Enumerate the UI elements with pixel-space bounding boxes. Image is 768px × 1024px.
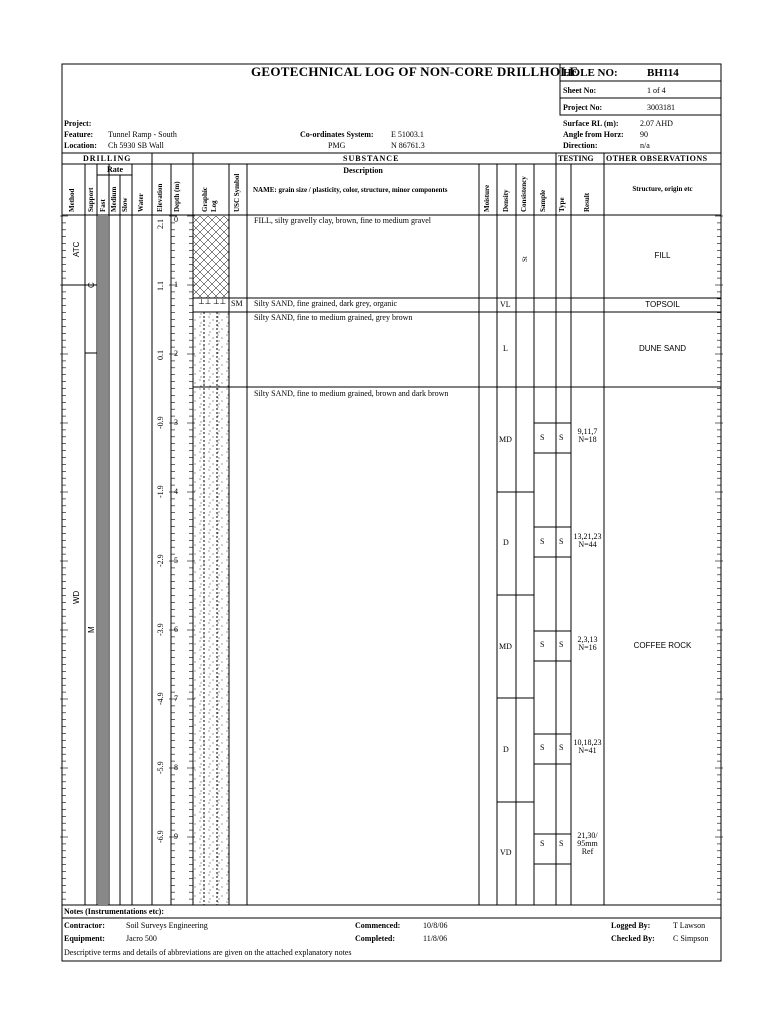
test-3-n: N=16 <box>578 643 597 652</box>
col-usc: USC Symbol <box>233 173 241 212</box>
test-5-ref: Ref <box>581 847 594 856</box>
density-md-2: MD <box>499 642 512 651</box>
col-log: Log <box>210 200 218 212</box>
col-slow: Slow <box>121 197 129 212</box>
test-4-type: S <box>559 743 564 752</box>
equipment-label: Equipment: <box>64 934 105 943</box>
density-d-2: D <box>503 745 509 754</box>
depth-label: 5 <box>174 556 178 565</box>
density-md-1: MD <box>499 435 512 444</box>
elevation-label: 2.1 <box>156 219 165 229</box>
depth-label: 6 <box>174 625 178 634</box>
obs-coffee-rock: COFFEE ROCK <box>633 641 692 650</box>
commenced-label: Commenced: <box>355 921 401 930</box>
col-consistency: Consistency <box>520 176 528 212</box>
topsoil-symbol: ⊥⊥ ⊥⊥ <box>198 298 227 306</box>
surface-rl-label: Surface RL (m): <box>563 119 619 128</box>
test-5-sample: S <box>540 839 545 848</box>
project-label: Project: <box>64 119 92 128</box>
test-1-type: S <box>559 433 564 442</box>
col-sample: Sample <box>539 189 547 212</box>
elevation-label: -5.9 <box>156 761 165 774</box>
contractor-label: Contractor: <box>64 921 105 930</box>
logged-value: T Lawson <box>673 921 706 930</box>
feature-value: Tunnel Ramp - South <box>108 130 177 139</box>
test-4-n: N=41 <box>578 746 597 755</box>
elevation-label: -1.9 <box>156 485 165 498</box>
elevation-label: 1.1 <box>156 281 165 291</box>
col-graphic: Graphic <box>201 187 209 212</box>
col-elevation: Elevation <box>156 183 164 212</box>
test-4-sample: S <box>540 743 545 752</box>
checked-value: C Simpson <box>673 934 709 943</box>
consistency-st: St <box>521 256 529 262</box>
hole-no-label: HOLE NO: <box>563 67 618 79</box>
location-value: Ch 5930 SB Wall <box>108 141 164 150</box>
support-m: M <box>87 626 96 633</box>
col-method: Method <box>68 188 76 212</box>
depth-label: 9 <box>174 832 178 841</box>
col-fast: Fast <box>99 199 107 212</box>
direction-label: Direction: <box>563 141 598 150</box>
depth-label: 3 <box>174 418 178 427</box>
obs-topsoil: TOPSOIL <box>645 300 680 309</box>
elevation-label: -2.9 <box>156 554 165 567</box>
test-5-mm: 95mm <box>577 839 598 848</box>
project-no: 3003181 <box>647 103 675 112</box>
density-vd: VD <box>500 848 512 857</box>
substance-heading: SUBSTANCE <box>343 154 400 163</box>
depth-label: 8 <box>174 763 178 772</box>
layer-2-desc: Silty SAND, fine grained, dark grey, organic <box>254 299 398 308</box>
col-rate: Rate <box>107 165 123 174</box>
drilling-heading: DRILLING <box>83 154 132 163</box>
completed-label: Completed: <box>355 934 395 943</box>
feature-label: Feature: <box>64 130 94 139</box>
coord-n: N 86761.3 <box>391 141 425 150</box>
col-density: Density <box>502 189 510 212</box>
test-4-result: 10,18,23 <box>573 738 602 747</box>
test-2-result: 13,21,23 <box>573 532 602 541</box>
elevation-label: -4.9 <box>156 692 165 705</box>
project-no-label: Project No: <box>563 103 603 112</box>
method-atc: ATC <box>72 241 81 257</box>
other-heading: OTHER OBSERVATIONS <box>606 154 708 163</box>
test-2-sample: S <box>540 537 545 546</box>
sheet-no: 1 of 4 <box>647 86 666 95</box>
location-label: Location: <box>64 141 97 150</box>
elevation-label: -0.9 <box>156 416 165 429</box>
density-vl: VL <box>500 300 511 309</box>
equipment-value: Jacro 500 <box>126 934 157 943</box>
test-5-type: S <box>559 839 564 848</box>
direction-value: n/a <box>640 141 650 150</box>
col-structure: Structure, origin etc <box>632 185 693 193</box>
density-l: L <box>503 344 508 353</box>
col-result: Result <box>583 192 591 212</box>
sheet-label: Sheet No: <box>563 86 597 95</box>
method-wd: WD <box>72 590 81 604</box>
col-depth: Depth (m) <box>173 181 181 212</box>
col-type: Type <box>558 197 566 212</box>
logged-label: Logged By: <box>611 921 651 930</box>
test-3-type: S <box>559 640 564 649</box>
test-1-result: 9,11,7 <box>577 427 598 436</box>
depth-label: 4 <box>174 487 178 496</box>
depth-label: 2 <box>174 349 178 358</box>
test-3-sample: S <box>540 640 545 649</box>
elevation-label: 0.1 <box>156 350 165 360</box>
notes-label: Notes (Instrumentations etc): <box>64 907 164 916</box>
col-medium: Medium <box>110 186 118 212</box>
surface-rl: 2.07 AHD <box>640 119 673 128</box>
test-5-result: 21,30/ <box>577 831 598 840</box>
coord-label: Co-ordinates System: <box>300 130 374 139</box>
coord-e: E 51003.1 <box>391 130 424 139</box>
commenced-value: 10/8/06 <box>423 921 448 930</box>
support-c: C <box>87 282 96 288</box>
col-description-sub: NAME: grain size / plasticity, color, structure, minor components <box>253 186 448 194</box>
checked-label: Checked By: <box>611 934 655 943</box>
depth-label: 7 <box>174 694 178 703</box>
col-moisture: Moisture <box>483 184 491 212</box>
contractor-value: Soil Surveys Engineering <box>126 921 208 930</box>
depth-label: 1 <box>174 280 178 289</box>
pmg-label: PMG <box>328 141 346 150</box>
layer-1-desc: FILL, silty gravelly clay, brown, fine to medium gravel <box>254 216 431 225</box>
layer-2-usc: SM <box>231 299 243 308</box>
layer-4-desc: Silty SAND, fine to medium grained, brown and dark brown <box>254 389 449 398</box>
log-title: GEOTECHNICAL LOG OF NON-CORE DRILLHOLE <box>251 64 579 79</box>
explanatory-note: Descriptive terms and details of abbreviations are given on the attached explanatory notes <box>64 948 352 957</box>
elevation-label: -3.9 <box>156 623 165 636</box>
elevation-label: -6.9 <box>156 830 165 843</box>
col-support: Support <box>87 187 95 212</box>
obs-dune-sand: DUNE SAND <box>638 344 687 353</box>
test-2-type: S <box>559 537 564 546</box>
testing-heading: TESTING <box>558 154 594 163</box>
completed-value: 11/8/06 <box>423 934 448 943</box>
layer-3-desc: Silty SAND, fine to medium grained, grey brown <box>254 313 413 322</box>
col-description: Description <box>343 166 383 175</box>
density-d-1: D <box>503 538 509 547</box>
obs-fill: FILL <box>654 251 671 260</box>
depth-label: 0 <box>174 215 178 224</box>
angle-value: 90 <box>640 130 648 139</box>
test-2-n: N=44 <box>578 540 597 549</box>
angle-label: Angle from Horz: <box>563 130 624 139</box>
test-1-n: N=18 <box>578 435 597 444</box>
test-1-sample: S <box>540 433 545 442</box>
col-water: Water <box>137 193 145 212</box>
hole-no: BH114 <box>647 67 679 79</box>
test-3-result: 2,3,13 <box>577 635 598 644</box>
